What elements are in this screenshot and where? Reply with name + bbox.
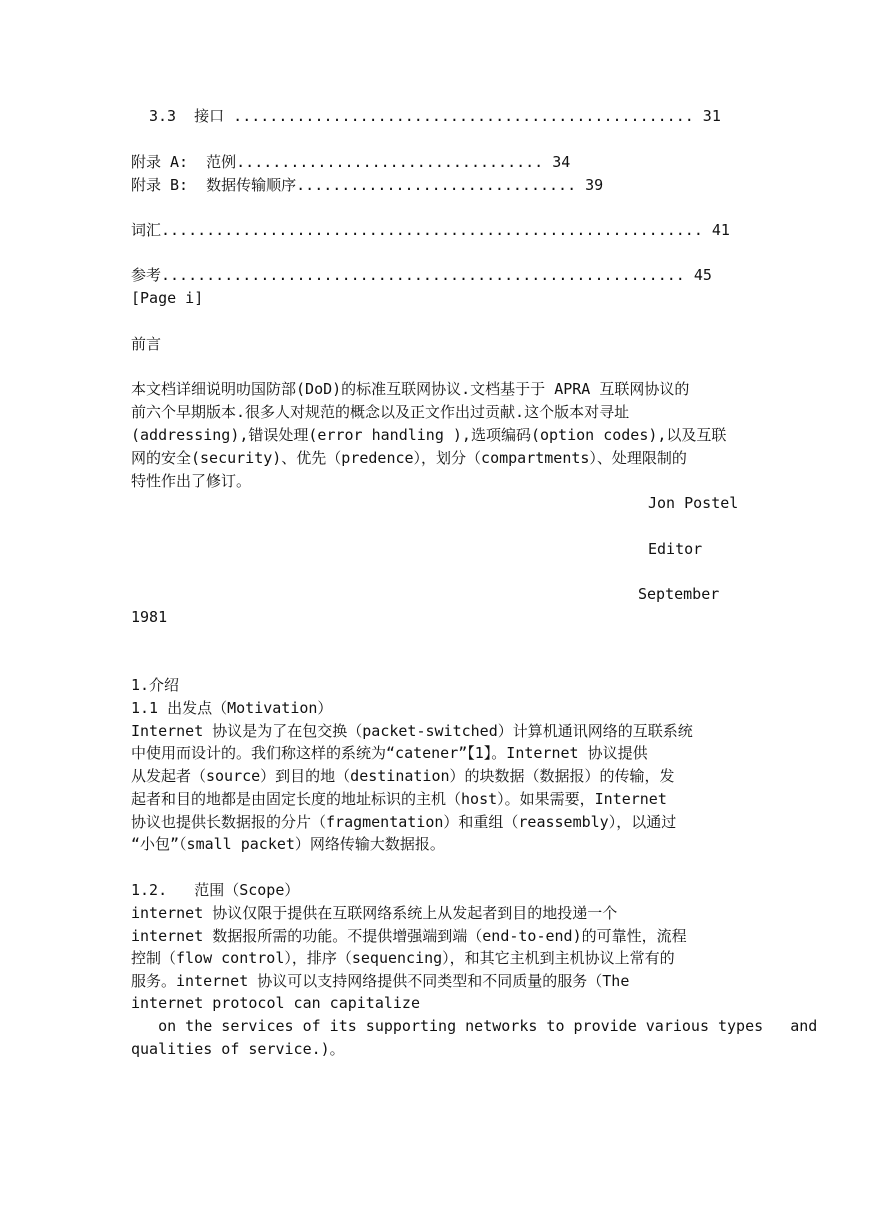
section-1-2-line: 控制（flow control），排序（sequencing），和其它主机到主机协议上常有的 — [131, 949, 675, 967]
preface-line: 网的安全(security)、优先（predence），划分（compartments）、处理限制的 — [131, 449, 687, 467]
toc-entry-3-3: 3.3 接口 ................................................... 31 — [149, 107, 721, 125]
toc-entry-appendix-a: 附录 A: 范例.................................. 34 — [131, 153, 571, 171]
preface-line: (addressing),错误处理(error handling ),选项编码(option codes),以及互联 — [131, 426, 727, 444]
preface-line: 前六个早期版本.很多人对规范的概念以及正文作出过贡献.这个版本对寻址 — [131, 403, 630, 421]
section-1-heading: 1.介绍 — [131, 676, 180, 694]
page-marker: [Page i] — [131, 289, 204, 307]
preface-year: 1981 — [131, 608, 168, 626]
preface-line: 本文档详细说明叻国防部(DoD)的标准互联网协议.文档基于于 APRA 互联网协议的 — [131, 380, 690, 398]
section-1-1-line: 起者和目的地都是由固定长度的地址标识的主机（host）。如果需要，Internet — [131, 790, 667, 808]
section-1-2-line: on the services of its supporting networks to provide various types and — [131, 1017, 818, 1035]
toc-entry-appendix-b: 附录 B: 数据传输顺序............................... 39 — [131, 176, 604, 194]
section-1-1-line: “小包”（small packet）网络传输大数据报。 — [131, 835, 445, 853]
preface-heading: 前言 — [131, 335, 162, 353]
toc-entry-glossary: 词汇............................................................ 41 — [131, 221, 730, 239]
section-1-2-heading: 1.2. 范围（Scope） — [131, 881, 300, 899]
preface-month: September — [638, 585, 720, 603]
section-1-2-line: internet 数据报所需的功能。不提供增强端到端（end-to-end)的可靠性，流程 — [131, 927, 687, 945]
section-1-2-line: internet protocol can capitalize — [131, 994, 420, 1012]
preface-role: Editor — [648, 540, 703, 558]
preface-author: Jon Postel — [648, 494, 739, 512]
section-1-1-heading: 1.1 出发点（Motivation） — [131, 699, 333, 717]
toc-entry-references: 参考.......................................................... 45 — [131, 266, 712, 284]
section-1-1-line: Internet 协议是为了在包交换（packet-switched）计算机通讯网络的互联系统 — [131, 722, 693, 740]
section-1-1-line: 从发起者（source）到目的地（destination）的块数据（数据报）的传输，发 — [131, 767, 675, 785]
section-1-2-line: qualities of service.)。 — [131, 1040, 345, 1058]
preface-line: 特性作出了修订。 — [131, 472, 252, 490]
section-1-2-line: internet 协议仅限于提供在互联网络系统上从发起者到目的地投递一个 — [131, 904, 618, 922]
section-1-1-line: 协议也提供长数据报的分片（fragmentation）和重组（reassembly），以通过 — [131, 813, 677, 831]
section-1-1-line: 中使用而设计的。我们称这样的系统为“catener”【1】。Internet 协议提供 — [131, 744, 648, 762]
section-1-2-line: 服务。internet 协议可以支持网络提供不同类型和不同质量的服务（The — [131, 972, 630, 990]
